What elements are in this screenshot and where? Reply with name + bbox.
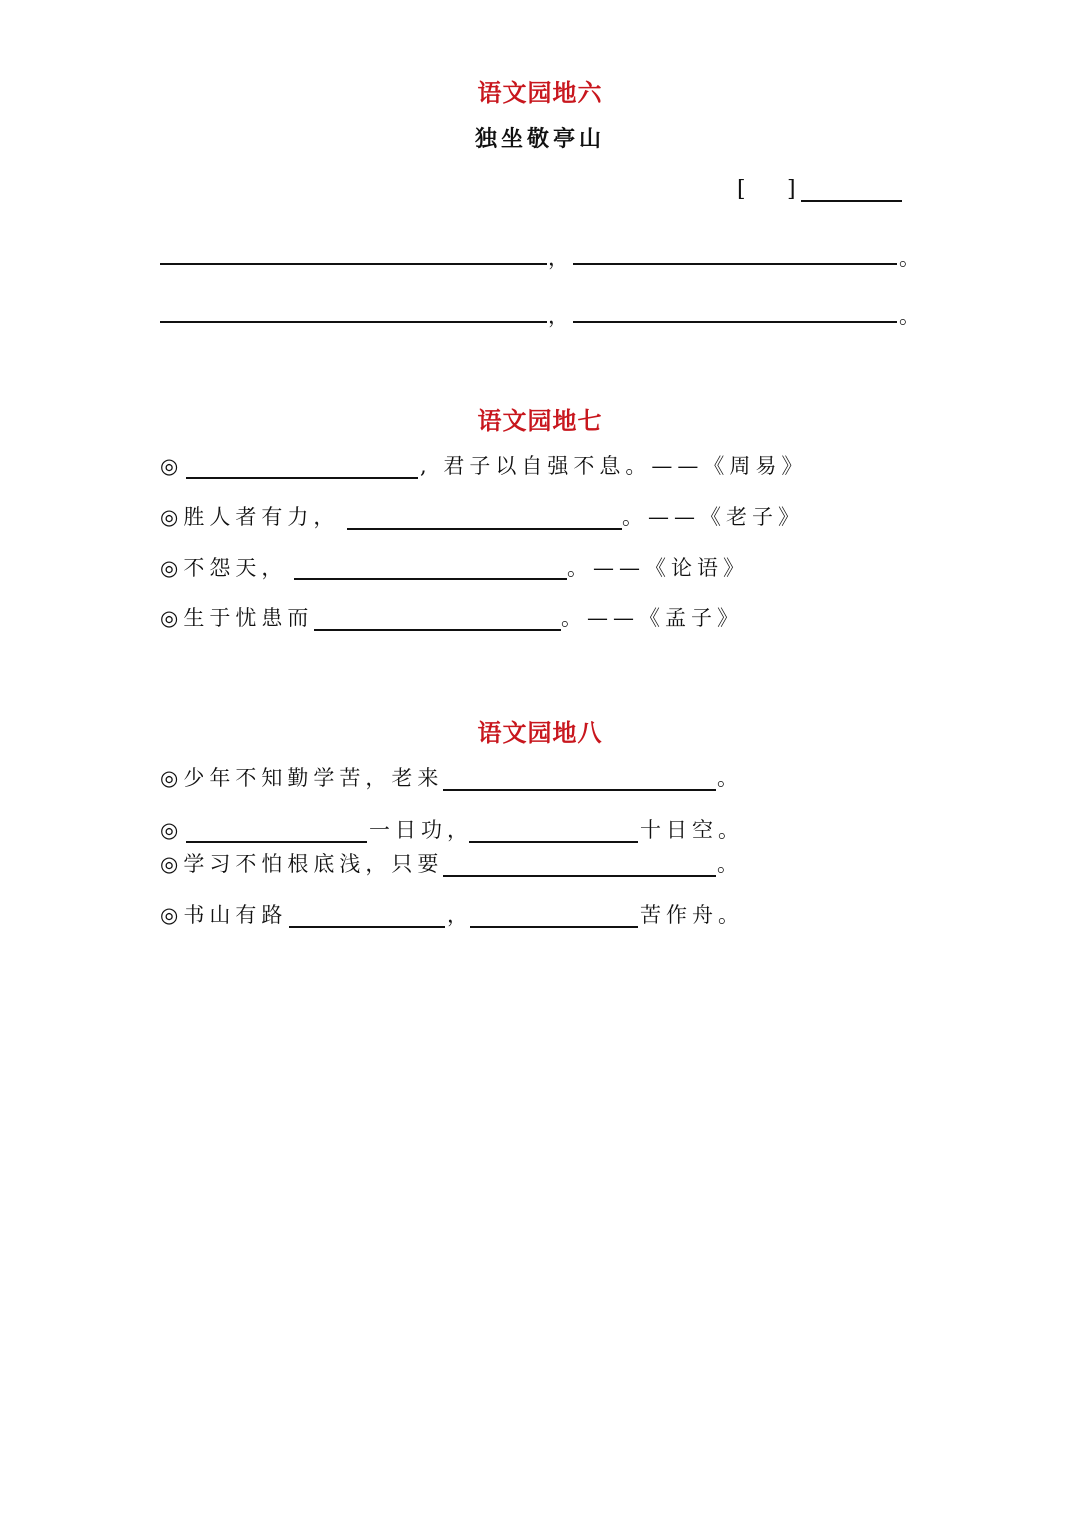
poem-line-2-blank-b[interactable] xyxy=(573,321,897,323)
poem-line-1-blank-b[interactable] xyxy=(573,263,897,265)
poem-line-2-blank-a[interactable] xyxy=(160,321,547,323)
s8-q4-blank-a[interactable] xyxy=(289,926,445,928)
s8-q1-blank[interactable] xyxy=(443,789,716,791)
s8-q3-before: ◎学习不怕根底浅，只要 xyxy=(160,852,444,876)
author-blank[interactable] xyxy=(801,200,902,202)
s7-q1-marker: ◎ xyxy=(160,454,184,478)
s7-q2-after: 。——《老子》 xyxy=(622,505,804,529)
s7-q3-after: 。——《论语》 xyxy=(567,556,749,580)
s8-q4-mid: ， xyxy=(447,903,473,927)
s7-q2-before: ◎胜人者有力， xyxy=(160,505,340,529)
s7-q4-before: ◎生于忧患而 xyxy=(160,606,314,630)
s8-q3-after: 。 xyxy=(717,852,743,876)
s8-q4-after: 苦作舟。 xyxy=(640,903,744,927)
s7-q3-before: ◎不怨天， xyxy=(160,556,288,580)
author-bracket-open: [ xyxy=(737,177,746,202)
s7-q4-after: 。——《孟子》 xyxy=(561,606,743,630)
poem-line-2-period: 。 xyxy=(899,304,925,328)
poem-title: 独坐敬亭山 xyxy=(474,126,605,152)
s8-q1-before: ◎少年不知勤学苦，老来 xyxy=(160,766,444,790)
s8-q2-blank-a[interactable] xyxy=(186,841,367,843)
s7-q1-text: , 君子以自强不息。——《周易》 xyxy=(420,454,808,478)
section-title-7: 语文园地七 xyxy=(477,407,603,435)
s7-q4-blank[interactable] xyxy=(314,629,561,631)
s8-q2-mid: 一日功， xyxy=(369,818,473,842)
poem-line-1-period: 。 xyxy=(899,246,925,270)
s7-q2-blank[interactable] xyxy=(347,528,622,530)
s8-q2-marker: ◎ xyxy=(160,818,184,842)
s8-q4-blank-b[interactable] xyxy=(470,926,638,928)
poem-line-1-blank-a[interactable] xyxy=(160,263,547,265)
poem-line-1-comma: ， xyxy=(548,246,574,270)
poem-line-2-comma: ， xyxy=(548,304,574,328)
s8-q1-after: 。 xyxy=(717,766,743,790)
s8-q2-after: 十日空。 xyxy=(640,818,744,842)
section-title-6: 语文园地六 xyxy=(477,79,603,107)
s8-q4-before: ◎书山有路 xyxy=(160,903,288,927)
s8-q2-blank-b[interactable] xyxy=(469,841,638,843)
author-bracket-close: ] xyxy=(787,177,796,202)
s8-q3-blank[interactable] xyxy=(443,875,716,877)
section-title-8: 语文园地八 xyxy=(477,719,603,747)
s7-q1-blank[interactable] xyxy=(186,477,418,479)
s7-q3-blank[interactable] xyxy=(294,578,567,580)
